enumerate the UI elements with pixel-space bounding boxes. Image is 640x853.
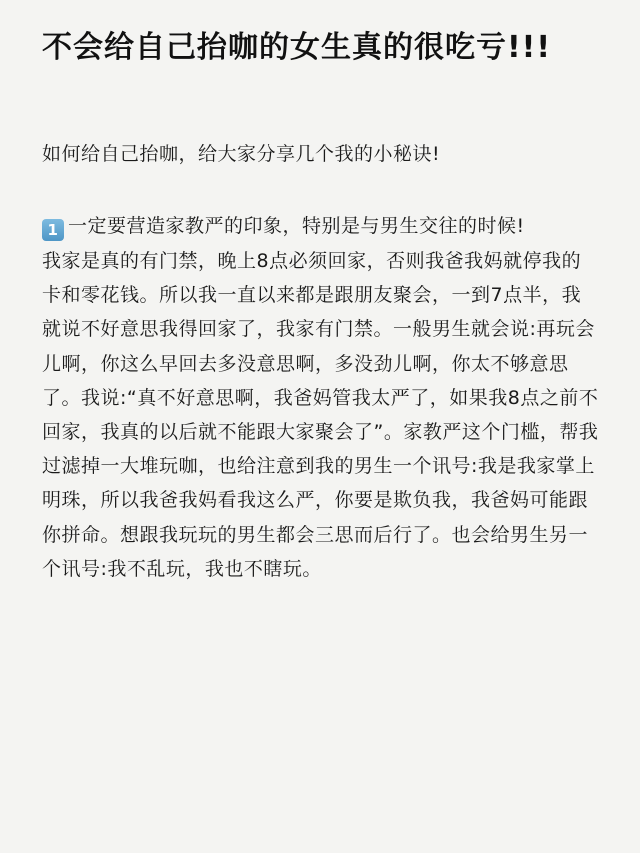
point-1-heading: 一定要营造家教严的印象，特别是与男生交往的时候! [68,215,525,237]
point-1-heading-line [42,208,600,244]
point-1 [42,208,600,586]
post-title: 不会给自己抬咖的女生真的很吃亏!!! [42,30,552,65]
point-1-body: 我家是真的有门禁，晚上8点必须回家，否则我爸我妈就停我的卡和零花钱。所以我一直以来都是跟朋友聚会，一到7点半，我就说不好意思我得回家了，我家有门禁。一般男生就会说:再玩会儿啊，你这么早回去多没意思啊，多没劲儿啊，你太不够意思了。我说:“真不好意思啊，我爸妈管我太严了，如果我8点之前不回家，我真的以后就不能跟大家聚会了”。家教严这个门槛，帮我过滤掉一大堆玩咖，也给注意到我的男生一个讯号:我是我家掌上明珠，所以我爸我妈看我这么严，你要是欺负我，我爸妈可能跟你拼命。想跟我玩玩的男生都会三思而后行了。也会给男生另一个讯号:我不乱玩，我也不瞎玩。 [42,250,599,580]
post-intro: 如何给自己抬咖，给大家分享几个我的小秘诀! [42,143,441,165]
keycap-one-icon: 1 [42,219,64,241]
